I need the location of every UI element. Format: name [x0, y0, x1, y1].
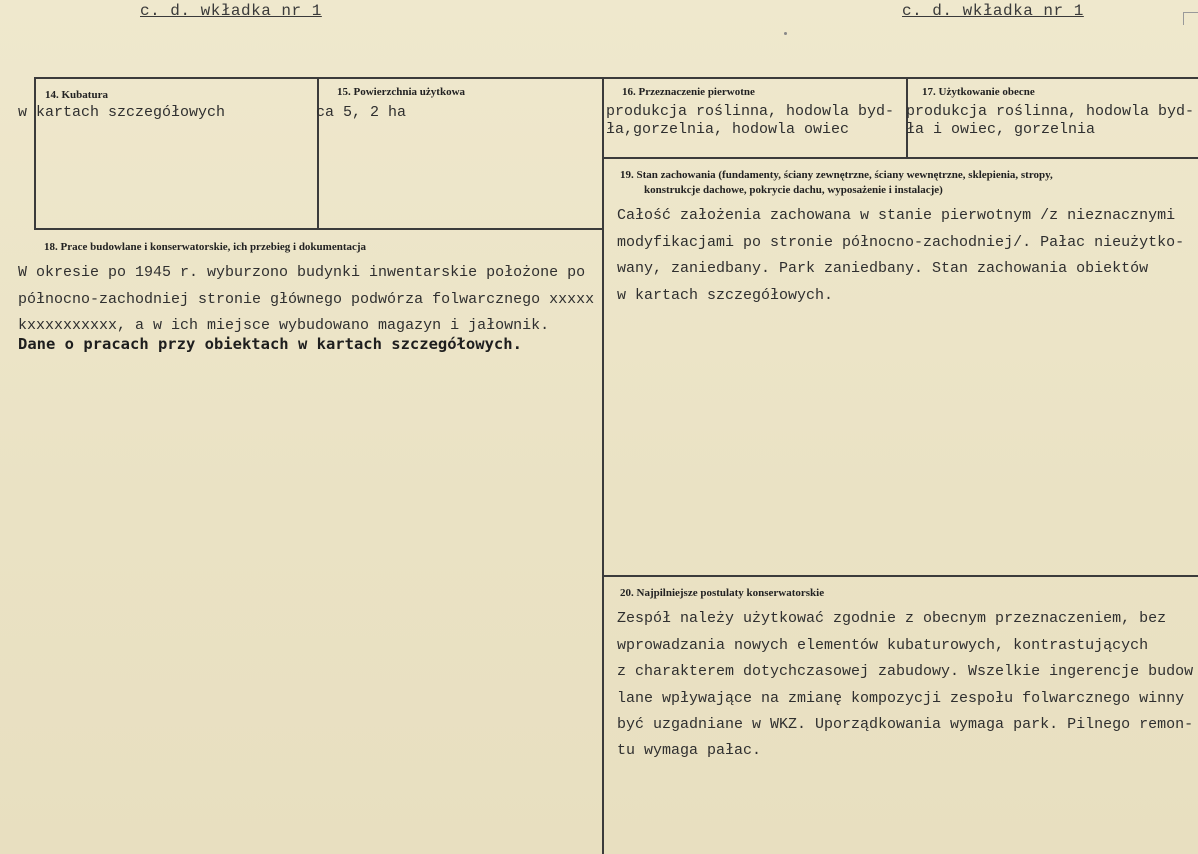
insert-header-left: c. d. wkładka nr 1 — [140, 2, 322, 20]
field-18-line-1: W okresie po 1945 r. wyburzono budynki inwentarskie położone po — [18, 264, 586, 281]
insert-header-right: c. d. wkładka nr 1 — [902, 2, 1084, 20]
top-rule — [34, 77, 1198, 79]
field-20-line-6: tu wymaga pałac. — [617, 742, 762, 759]
field-19-label-line-2: konstrukcje dachowe, pokrycie dachu, wyposażenie i instalacje) — [644, 184, 943, 196]
field-16-line-1: produkcja roślinna, hodowla byd- — [606, 103, 895, 120]
field-14-value: w kartach szczegółowych — [18, 104, 226, 121]
field-18-bold-note: Dane o pracach przy obiektach w kartach szczegółowych. — [18, 335, 522, 353]
field-18-label: 18. Prace budowlane i konserwatorskie, ich przebieg i dokumentacja — [44, 241, 367, 253]
rule-above-18 — [34, 228, 604, 230]
field-17-label: 17. Użytkowanie obecne — [922, 86, 1035, 98]
field-19-line-3: wany, zaniedbany. Park zaniedbany. Stan zachowania obiektów — [617, 260, 1149, 277]
left-border-top — [34, 77, 36, 230]
divider-14-15 — [317, 77, 319, 229]
field-19-line-2: modyfikacjami po stronie północno-zachodniej/. Pałac nieużytko- — [617, 234, 1185, 251]
paper-speck — [784, 32, 787, 35]
field-20-line-5: być uzgadniane w WKZ. Uporządkowania wymaga park. Pilnego remon- — [617, 716, 1194, 733]
field-20-label: 20. Najpilniejsze postulaty konserwatorskie — [620, 587, 825, 599]
rule-above-19 — [604, 157, 1198, 159]
center-divider — [602, 77, 604, 854]
field-15-label: 15. Powierzchnia użytkowa — [337, 86, 466, 98]
field-18-line-2: północno-zachodniej stronie głównego podwórza folwarcznego xxxxx — [18, 291, 595, 308]
field-20-line-4: lane wpływające na zmianę kompozycji zespołu folwarcznego winny — [617, 690, 1185, 707]
field-17-line-1: produkcja roślinna, hodowla byd- — [906, 103, 1195, 120]
field-20-line-3: z charakterem dotychczasowej zabudowy. Wszelkie ingerencje budow — [617, 663, 1194, 680]
field-19-line-4: w kartach szczegółowych. — [617, 287, 834, 304]
field-17-line-2: ła i owiec, gorzelnia — [906, 121, 1096, 138]
field-19-label-line-1: 19. Stan zachowania (fundamenty, ściany zewnętrzne, ściany wewnętrzne, sklepienia, stropy, — [620, 169, 1053, 181]
field-19-line-1: Całość założenia zachowana w stanie pierwotnym /z nieznacznymi — [617, 207, 1176, 224]
field-20-line-1: Zespół należy użytkować zgodnie z obecnym przeznaczeniem, bez — [617, 610, 1167, 627]
field-20-line-2: wprowadzania nowych elementów kubaturowych, kontrastujących — [617, 637, 1149, 654]
field-16-line-2: ła,gorzelnia, hodowla owiec — [606, 121, 850, 138]
field-16-label: 16. Przeznaczenie pierwotne — [622, 86, 755, 98]
rule-above-20 — [604, 575, 1198, 577]
field-15-value: ca 5, 2 ha — [316, 104, 407, 121]
field-14-label: 14. Kubatura — [45, 89, 108, 101]
corner-fold-mark — [1183, 12, 1198, 25]
field-18-line-3: kxxxxxxxxxx, a w ich miejsce wybudowano magazyn i jałownik. — [18, 317, 550, 334]
